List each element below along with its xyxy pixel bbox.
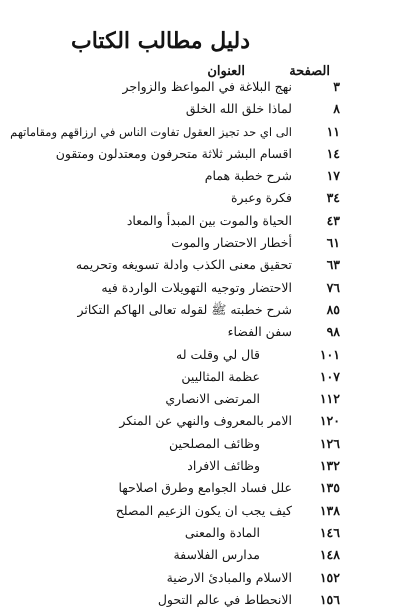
toc-page-number: ١٤٦ — [319, 524, 340, 540]
toc-entry-title: كيف يجب ان يكون الزعيم المصلح — [115, 502, 292, 518]
toc-entry-title: الامر بالمعروف والنهي عن المنكر — [119, 413, 292, 429]
toc-entry-title: أخطار الاحتضار والموت — [171, 235, 292, 251]
toc-entry-title: نهج البلاغة في المواعظ والزواجر — [122, 79, 292, 94]
toc-entry-title: الاسلام والمبادئ الارضية — [166, 569, 292, 585]
toc-row — [40, 500, 340, 522]
toc-entry-title: عظمة المثاليين — [181, 368, 260, 384]
toc-page-number: ٤٣ — [326, 212, 340, 228]
toc-row — [40, 277, 340, 299]
toc-entry-title: سفن الفضاء — [227, 324, 292, 340]
toc-page-number: ١٢٠ — [319, 413, 340, 429]
toc-entry-title: تحقيق معنى الكذب وادلة تسويغه وتحريمه — [75, 257, 292, 273]
toc-entry-title: اقسام البشر ثلاثة متحرفون ومعتدلون ومتقون — [55, 145, 292, 161]
toc-row — [40, 589, 340, 611]
toc-row — [40, 98, 340, 120]
toc-entry-title: الانحطاط في عالم التحول — [157, 591, 292, 607]
toc-page-number: ١١ — [326, 123, 340, 139]
toc-row — [40, 232, 340, 254]
toc-row — [40, 366, 340, 388]
page-column-header: الصفحة — [289, 64, 330, 79]
toc-entry-title: الحياة والموت بين المبدأ والمعاد — [126, 212, 292, 228]
toc-page-number: ١٢٦ — [319, 435, 340, 451]
toc-entry-title: مدارس الفلاسفة — [173, 547, 260, 563]
toc-page-number: ١٣٢ — [319, 458, 340, 474]
toc-entry-title: الى اي حد تجيز العقول تفاوت الناس في ارزاقهم ومقاماتهم — [10, 124, 292, 139]
toc-entry-title: لماذا خلق الله الخلق — [185, 101, 292, 117]
toc-page-number: ٦١ — [326, 235, 340, 251]
toc-page-number: ٧٦ — [326, 279, 340, 295]
toc-entry-title: المادة والمعنى — [184, 524, 260, 540]
toc-entry-title: شرح خطبة همام — [204, 168, 292, 184]
toc-row — [40, 143, 340, 165]
toc-entry-title: وظائف المصلحين — [168, 435, 260, 451]
toc-page-number: ١٤ — [326, 145, 340, 161]
toc-page-number: ٣٤ — [326, 190, 340, 206]
toc-page-number: ١٠٧ — [319, 368, 340, 384]
toc-entry-title: المرتضى الانصاري — [165, 391, 260, 407]
toc-row — [40, 544, 340, 566]
toc-entry-title: فكرة وعبرة — [230, 190, 292, 206]
toc-row — [40, 567, 340, 589]
toc-page-number: ٣ — [333, 79, 340, 94]
toc-row — [40, 321, 340, 343]
toc-page-number: ١٥٢ — [319, 569, 340, 585]
toc-page-number: ١١٢ — [319, 391, 340, 407]
toc-page-number: ١٣٨ — [319, 502, 340, 518]
toc-entry-title: وظائف الافراد — [187, 458, 260, 474]
toc-row — [40, 187, 340, 209]
toc-row — [40, 455, 340, 477]
page-title: دليل مطالب الكتاب — [71, 28, 250, 54]
toc-row — [40, 522, 340, 544]
toc-page-number: ٦٣ — [326, 257, 340, 273]
toc-page-number: ٩٨ — [326, 324, 340, 340]
toc-entry-title: الاحتضار وتوجيه التهويلات الواردة فيه — [101, 279, 292, 295]
toc-row — [40, 344, 340, 366]
title-column-header: العنوان — [207, 64, 245, 79]
toc-row — [40, 165, 340, 187]
toc-page-number: ٨ — [333, 101, 340, 117]
toc-row — [40, 210, 340, 232]
toc-row — [40, 410, 340, 432]
table-of-contents — [10, 76, 340, 611]
toc-entry-title: علل فساد الجوامع وطرق اصلاحها — [118, 480, 292, 496]
toc-row — [40, 76, 340, 98]
toc-row — [40, 254, 340, 276]
toc-entry-title: شرح خطبته ﷺ لقوله تعالى الهاكم التكاثر — [77, 301, 292, 317]
toc-page-number: ٨٥ — [326, 301, 340, 317]
toc-row — [10, 121, 340, 143]
toc-page-number: ١٧ — [326, 168, 340, 184]
toc-page-number: ١٣٥ — [319, 480, 340, 496]
toc-row — [40, 433, 340, 455]
toc-entry-title: قال لي وقلت له — [176, 346, 260, 362]
toc-row — [40, 299, 340, 321]
toc-page-number: ١٥٦ — [319, 591, 340, 607]
toc-page-number: ١٠١ — [319, 346, 340, 362]
toc-page-number: ١٤٨ — [319, 547, 340, 563]
toc-row — [40, 477, 340, 499]
toc-row — [40, 388, 340, 410]
